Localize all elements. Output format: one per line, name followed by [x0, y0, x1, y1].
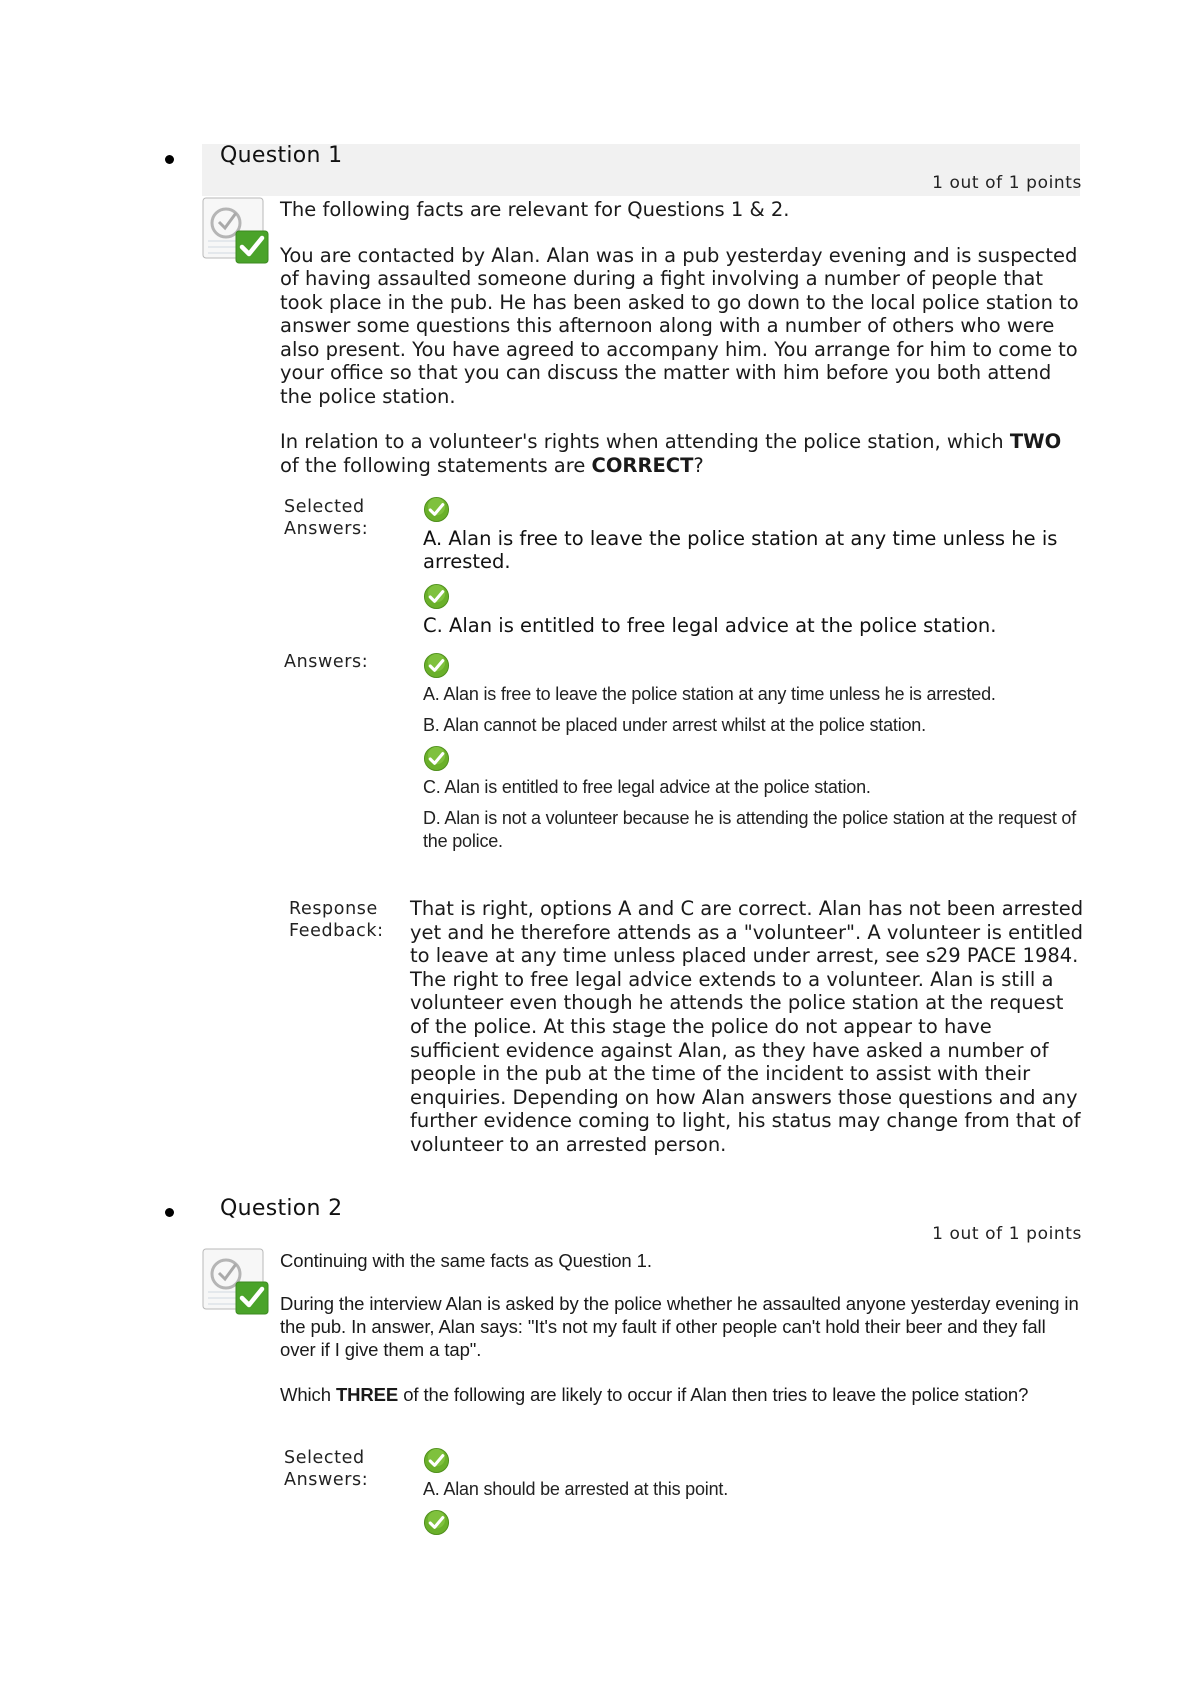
question-prompt: Which THREE of the following are likely to occur if Alan then tries to leave the police station? — [280, 1384, 1029, 1405]
graded-correct-icon — [202, 197, 270, 265]
answer-text: C. Alan is entitled to free legal advice at the police station. — [423, 777, 871, 797]
selected-answer — [423, 583, 1083, 637]
answer-text: B. Alan cannot be placed under arrest whilst at the police station. — [423, 715, 926, 735]
check-circle-icon — [423, 583, 450, 610]
question-intro: Continuing with the same facts as Question 1. — [280, 1250, 652, 1271]
answer-option-b — [423, 714, 1083, 737]
answer-text: D. Alan is not a volunteer because he is attending the police station at the request of the police. — [423, 808, 1077, 851]
question-points: 1 out of 1 points — [932, 173, 1082, 193]
answer-option-a — [423, 652, 1083, 706]
selected-answers-label: Selected Answers: — [284, 497, 369, 539]
check-circle-icon — [423, 496, 450, 523]
answers-list — [423, 652, 1083, 861]
selected-answer — [423, 1509, 1083, 1536]
question-body — [280, 198, 1085, 477]
question-body — [280, 1249, 1085, 1406]
check-circle-icon — [423, 1509, 450, 1536]
graded-correct-icon — [202, 1248, 270, 1316]
selected-answer-text: C. Alan is entitled to free legal advice at the police station. — [423, 614, 997, 637]
selected-answers-list — [423, 1447, 1083, 1540]
question-title: Question 1 — [220, 143, 343, 168]
response-feedback-text: That is right, options A and C are correct. Alan has not been arrested yet and he therefore attends as a "volunteer". A volunteer is entitled to leave at any time unless placed under arrest, see s29 PACE 1984. The right to free legal advice extends to a volunteer. Alan is still a volunteer even though he attends the police station at the request of the police. At this stage the police do not appear to have sufficient evidence against Alan, as they have asked a number of people in the pub at the time of the incident to assist with their enquiries. Depending on how Alan answers those questions and any further evidence coming to light, his status may change from that of volunteer to an arrested person. — [410, 897, 1084, 1156]
selected-answer-text: A. Alan is free to leave the police station at any time unless he is arrested. — [423, 527, 1058, 573]
selected-answer-text: A. Alan should be arrested at this point. — [423, 1479, 728, 1499]
answer-option-d — [423, 807, 1083, 853]
question-intro: The following facts are relevant for Questions 1 & 2. — [280, 198, 790, 221]
bullet-icon — [165, 1208, 174, 1217]
selected-answer — [423, 1447, 1083, 1501]
selected-answer — [423, 496, 1083, 573]
selected-answers-list — [423, 496, 1083, 647]
question-points: 1 out of 1 points — [932, 1224, 1082, 1244]
answers-label: Answers: — [284, 652, 369, 672]
answer-option-c — [423, 745, 1083, 799]
check-circle-icon — [423, 745, 450, 772]
bullet-icon — [165, 155, 174, 164]
check-circle-icon — [423, 652, 450, 679]
question-facts: You are contacted by Alan. Alan was in a pub yesterday evening and is suspected of having assaulted someone during a fight involving a number of people that took place in the pub. He has been asked to go down to the local police station to answer some questions this afternoon along with a number of others who were also present. You have agreed to accompany him. You arrange for him to come to your office so that you can discuss the matter with him before you both attend the police station. — [280, 243, 1079, 408]
question-facts: During the interview Alan is asked by the police whether he assaulted anyone yesterday evening in the pub. In answer, Alan says: "It's not my fault if other people can't hold their beer and they fall over if I give them a tap". — [280, 1293, 1079, 1360]
answer-text: A. Alan is free to leave the police station at any time unless he is arrested. — [423, 684, 996, 704]
response-feedback-label: Response Feedback: — [289, 899, 384, 941]
question-title: Question 2 — [220, 1196, 343, 1221]
selected-answers-label: Selected Answers: — [284, 1448, 369, 1490]
question-prompt: In relation to a volunteer's rights when attending the police station, which TWO of the following statements are CORRECT? — [280, 430, 1062, 477]
check-circle-icon — [423, 1447, 450, 1474]
